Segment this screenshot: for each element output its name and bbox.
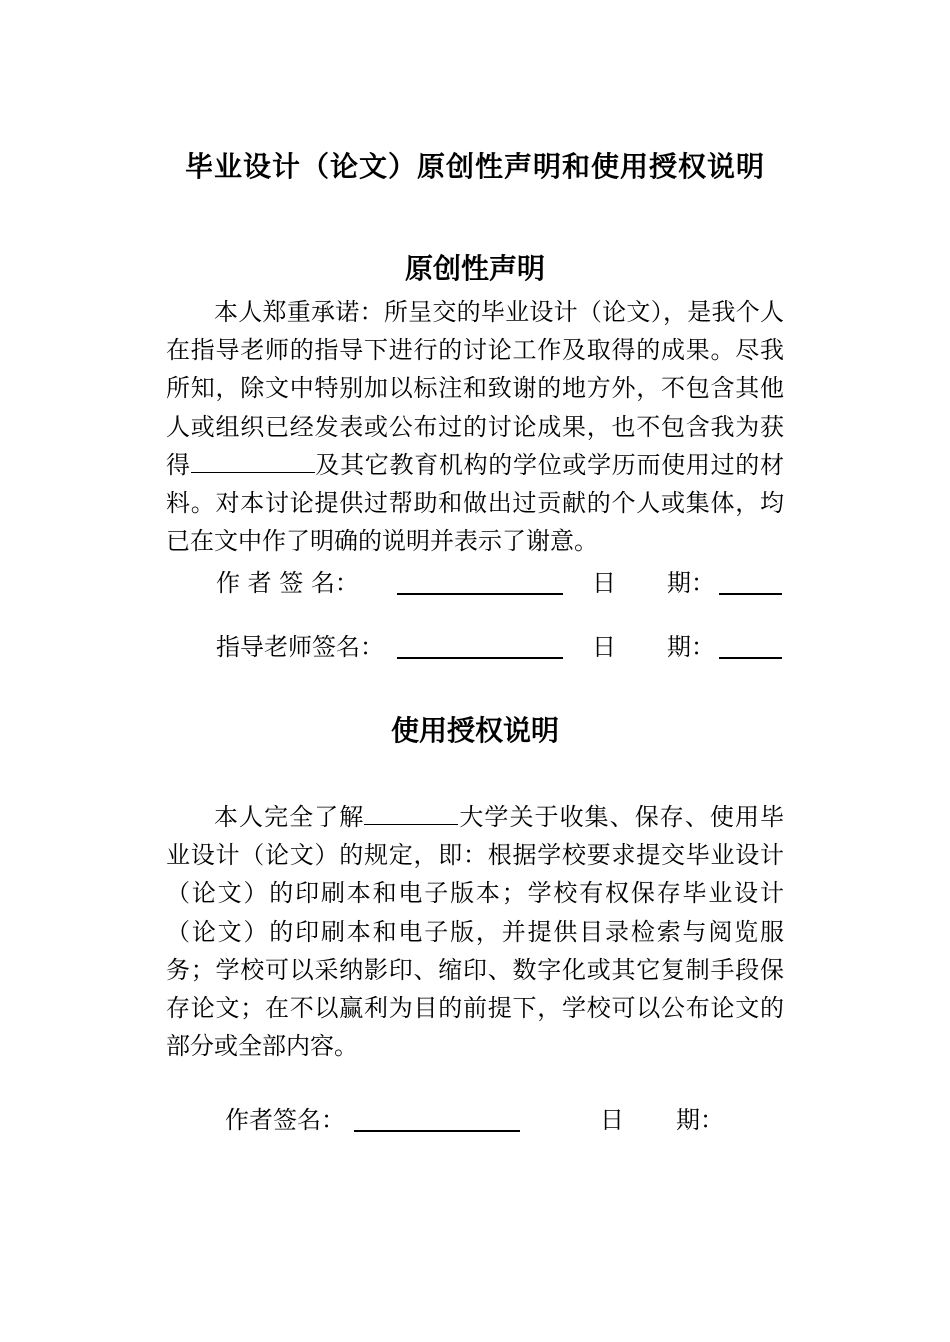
advisor-signature-line xyxy=(397,657,563,659)
advisor-signature-row xyxy=(0,627,950,667)
author-signature-line xyxy=(397,593,563,595)
date-label-day: 日 xyxy=(592,633,616,661)
author-signature-row xyxy=(0,563,950,603)
author-date-line xyxy=(719,593,782,595)
authorization-heading: 使用授权说明 xyxy=(390,714,559,747)
date-label-period: 期： xyxy=(676,1106,724,1134)
document-title: 毕业设计（论文）原创性声明和使用授权说明 xyxy=(184,150,765,183)
originality-heading: 原创性声明 xyxy=(404,252,545,285)
authorization-text-part2: 大学关于收集、保存、使用毕业设计（论文）的规定，即：根据学校要求提交毕业设计（论文）的印刷本和电子版本；学校有权保存毕业设计（论文）的印刷本和电子版，并提供目录检索与阅览服务；学校可以采纳影印、缩印、数字化或其它复制手段保存论文；在不以赢利为目的前提下，学校可以公布论文的部分或全部内容。 xyxy=(166,803,785,1061)
authorization-signature-row xyxy=(0,1100,950,1140)
university-name-blank xyxy=(364,798,458,825)
date-label-day: 日 xyxy=(592,569,616,597)
advisor-date-line xyxy=(719,657,782,659)
authorization-text-part1: 本人完全了解 xyxy=(214,803,365,831)
authorization-author-sign-label: 作者签名： xyxy=(225,1106,345,1134)
originality-statement xyxy=(166,293,784,560)
date-label-day: 日 xyxy=(600,1106,624,1134)
degree-institution-blank xyxy=(191,446,315,473)
date-label-period: 期： xyxy=(667,569,715,597)
authorization-statement xyxy=(166,798,784,1065)
author-sign-label: 作 者 签 名： xyxy=(216,569,359,597)
advisor-sign-label: 指导老师签名： xyxy=(216,633,384,661)
authorization-signature-line xyxy=(354,1130,520,1132)
originality-text-part2: 及其它教育机构的学位或学历而使用过的材料。对本讨论提供过帮助和做出过贡献的个人或集体，均已在文中作了明确的说明并表示了谢意。 xyxy=(166,450,785,556)
originality-text-part1: 本人郑重承诺：所呈交的毕业设计（论文），是我个人在指导老师的指导下进行的讨论工作及取得的成果。尽我所知，除文中特别加以标注和致谢的地方外，不包含其他人或组织已经发表或公布过的讨论成果，也不包含我为获得 xyxy=(166,298,784,479)
date-label-period: 期： xyxy=(667,633,715,661)
